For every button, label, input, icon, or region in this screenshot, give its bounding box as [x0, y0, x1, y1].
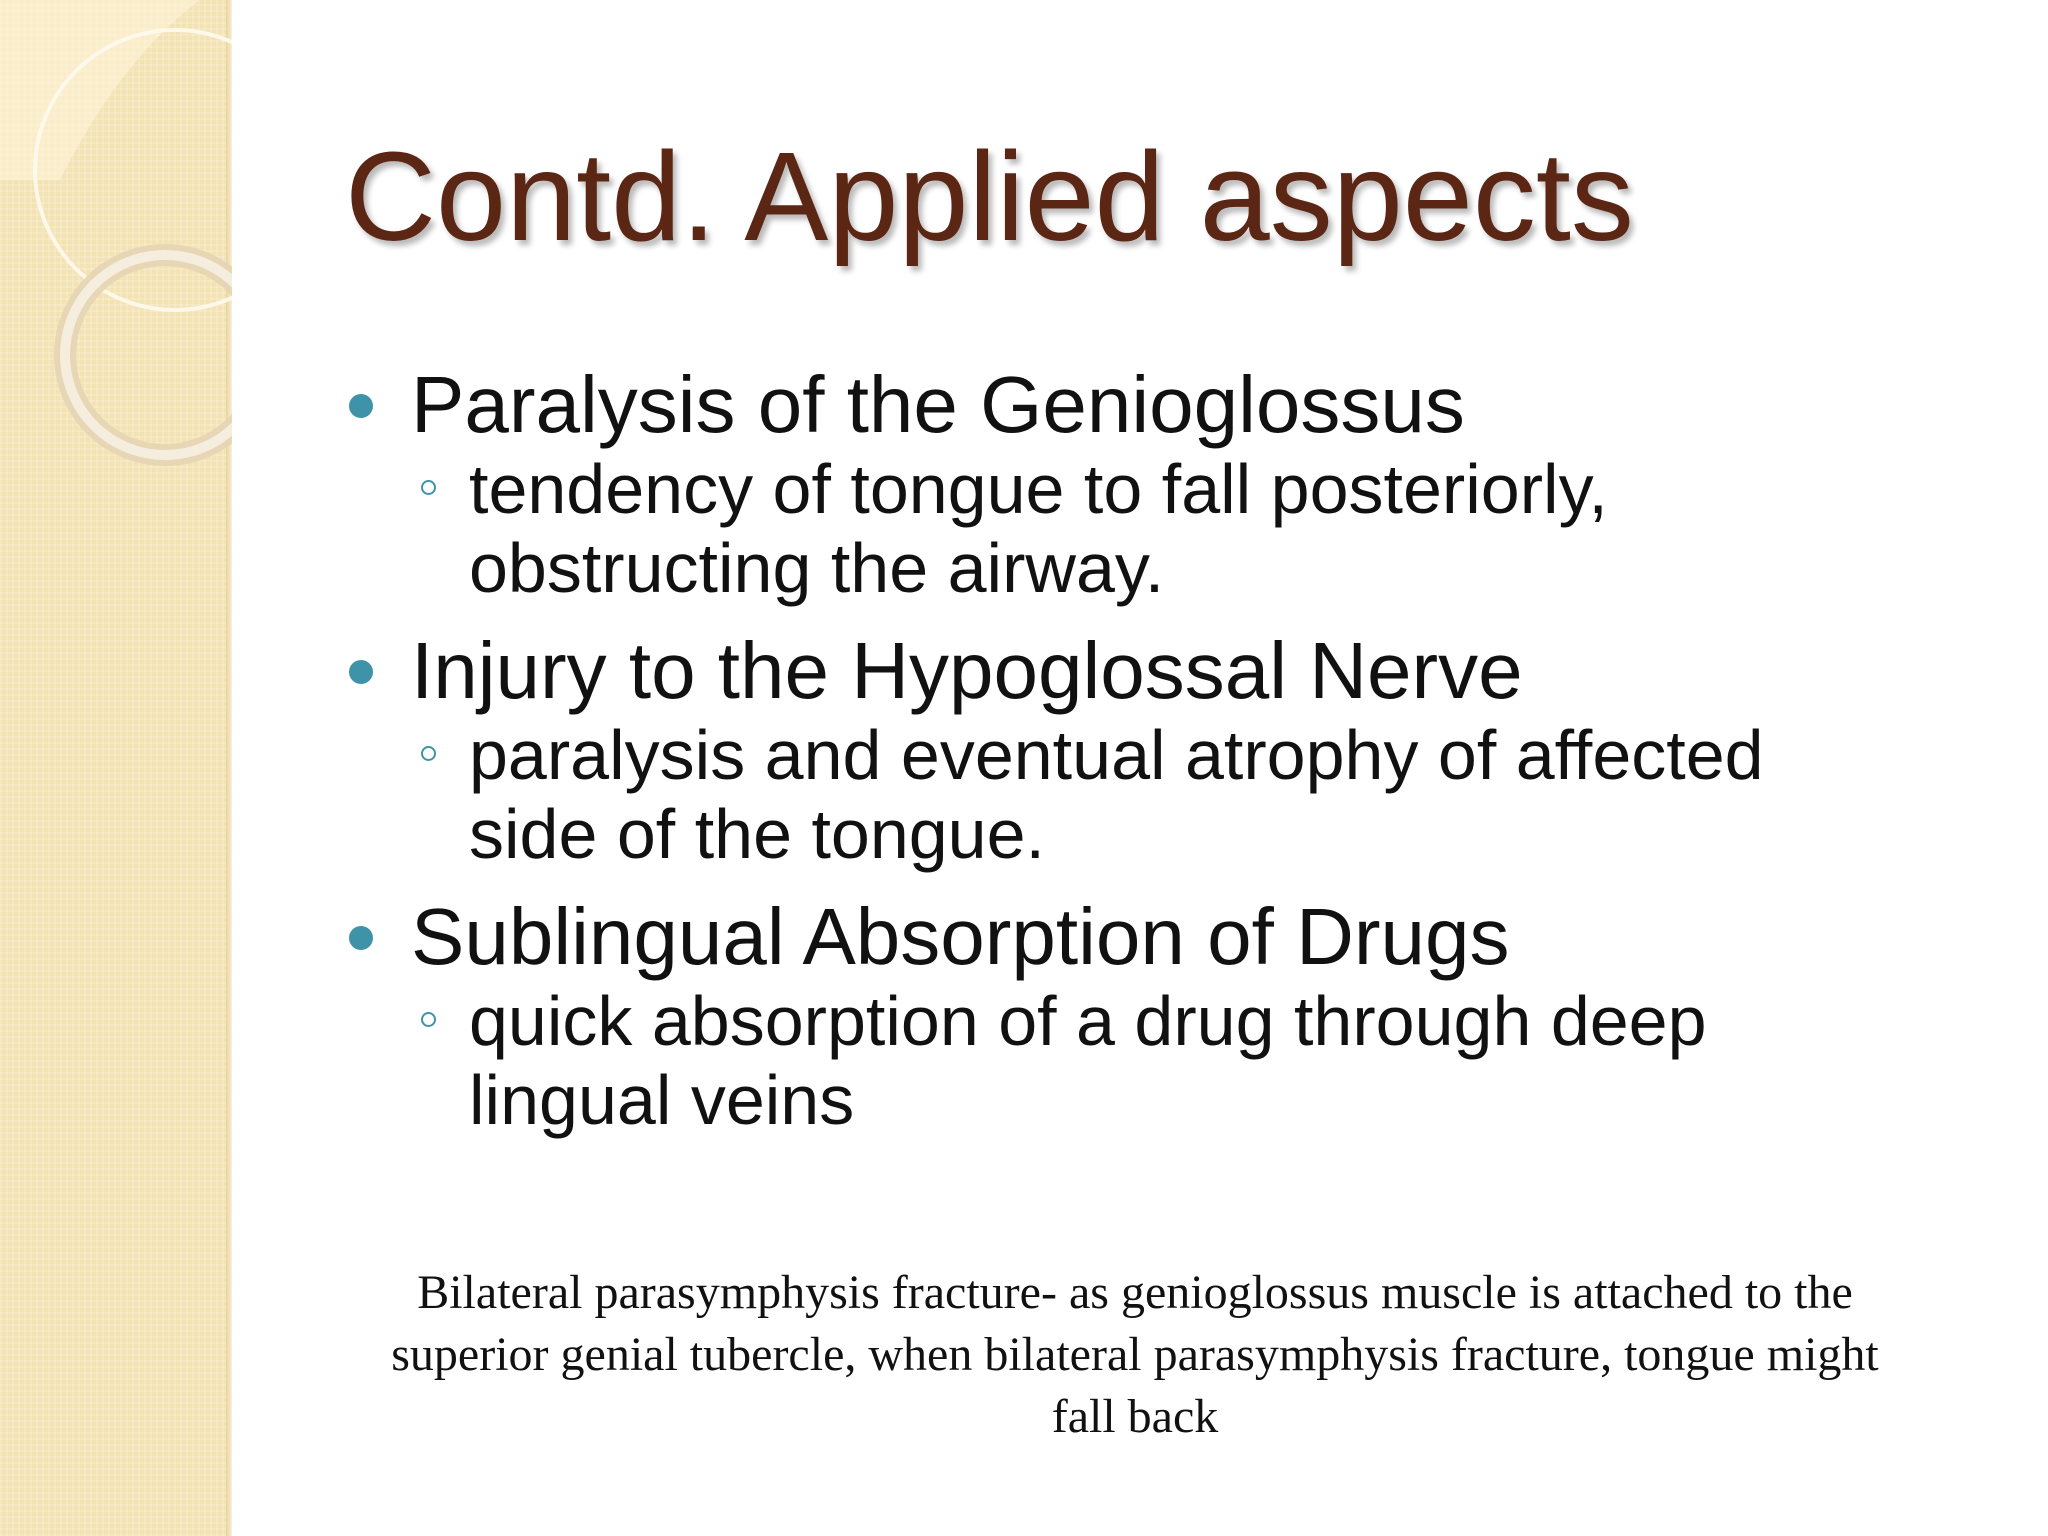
decorative-rings-graphic: [0, 0, 232, 520]
sub-bullet-item: [345, 982, 1905, 1140]
sub-bullet-line: side of the tongue.: [469, 795, 1045, 873]
bullet-item: [345, 626, 1905, 716]
sub-bullet-ring-icon: [421, 480, 436, 495]
slide-title: Contd. Applied aspects: [345, 126, 1634, 267]
footnote-line: Bilateral parasymphysis fracture- as genioglossus muscle is attached to the: [417, 1266, 1853, 1319]
bullet-group-1: [345, 360, 1905, 608]
bullet-text: Sublingual Absorption of Drugs: [411, 892, 1510, 981]
bullet-text: Paralysis of the Genioglossus: [411, 360, 1465, 449]
sub-bullet-line: lingual veins: [469, 1061, 855, 1139]
bullet-dot-icon: [349, 394, 373, 418]
footnote: [320, 1262, 1950, 1448]
footnote-line: fall back: [1051, 1390, 1219, 1443]
sub-bullet-line: tendency of tongue to fall posteriorly,: [469, 450, 1608, 528]
bullet-dot-icon: [349, 926, 373, 950]
bullet-item: [345, 892, 1905, 982]
sub-bullet-item: [345, 450, 1905, 608]
bullet-list: [345, 360, 1905, 1158]
bullet-dot-icon: [349, 660, 373, 684]
sub-bullet-ring-icon: [421, 1012, 436, 1027]
bullet-text: Injury to the Hypoglossal Nerve: [411, 626, 1523, 715]
sub-bullet-line: paralysis and eventual atrophy of affected: [469, 716, 1764, 794]
bullet-item: [345, 360, 1905, 450]
bullet-group-2: [345, 626, 1905, 874]
sub-bullet-ring-icon: [421, 746, 436, 761]
footnote-line: superior genial tubercle, when bilateral parasymphysis fracture, tongue might: [391, 1328, 1879, 1381]
bullet-group-3: [345, 892, 1905, 1140]
sub-bullet-item: [345, 716, 1905, 874]
sub-bullet-line: obstructing the airway.: [469, 529, 1165, 607]
sub-bullet-line: quick absorption of a drug through deep: [469, 982, 1707, 1060]
